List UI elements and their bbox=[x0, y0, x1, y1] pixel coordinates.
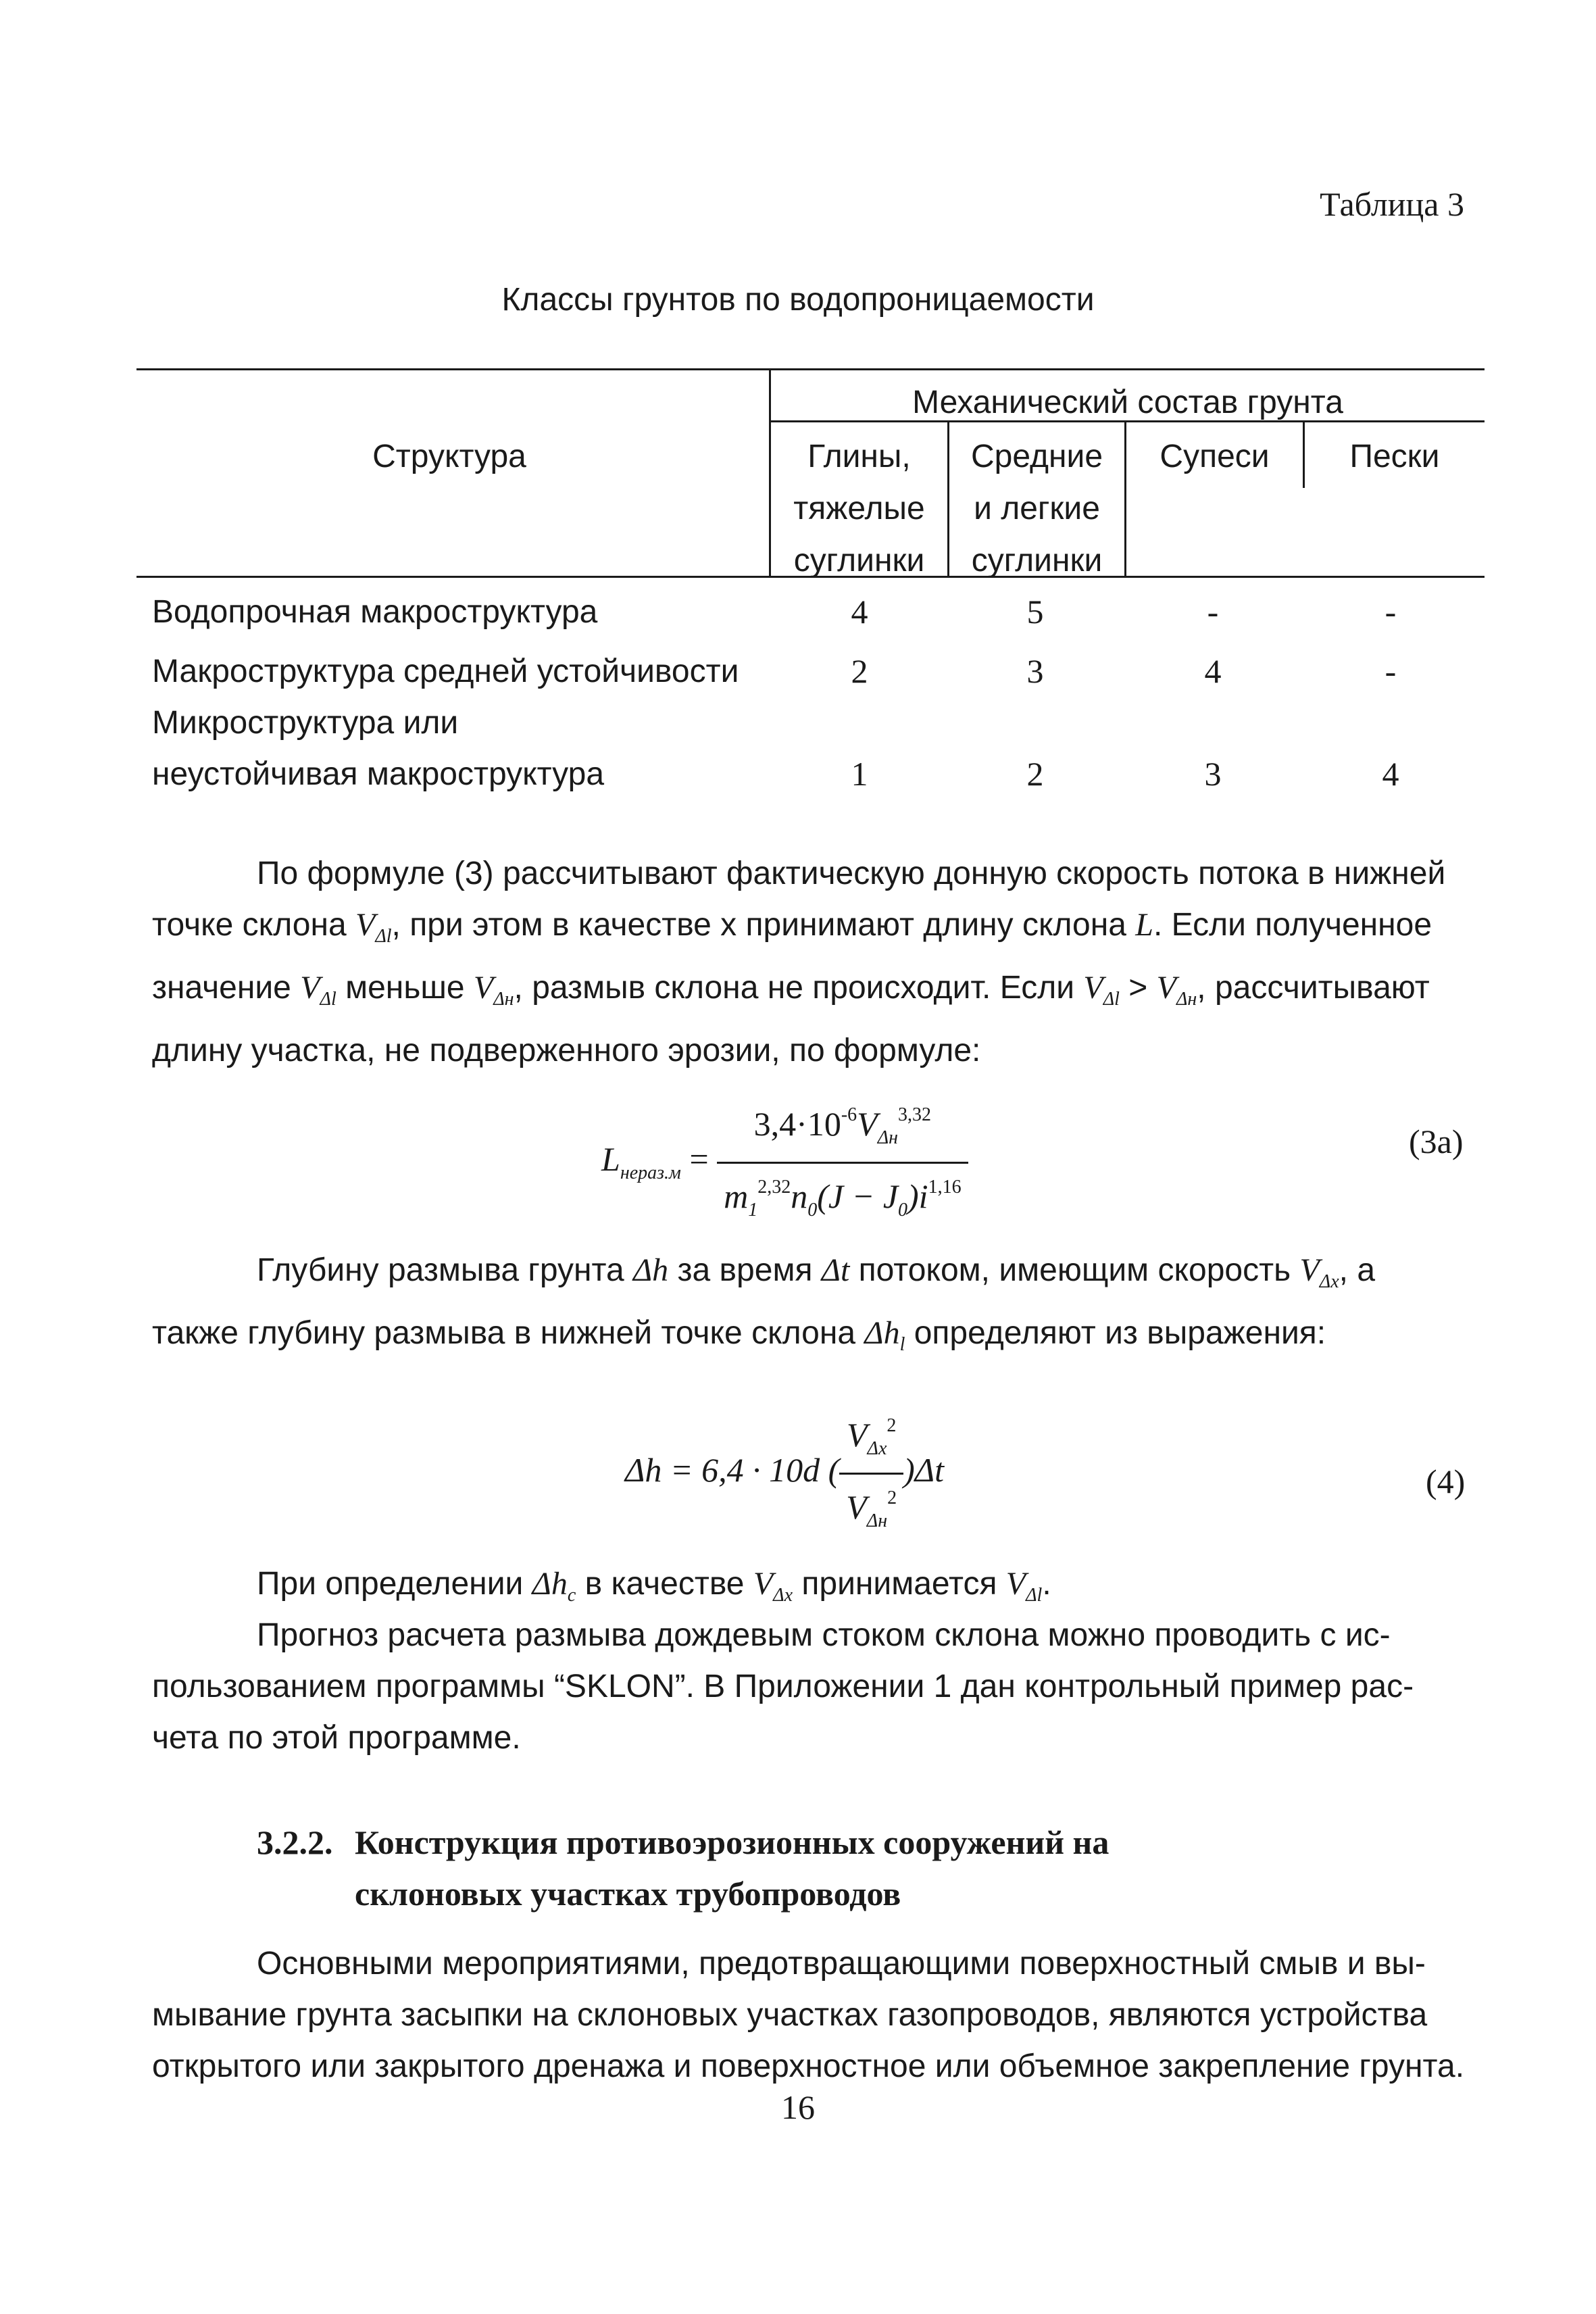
section-title-line-1: Конструкция противоэрозионных сооружений на bbox=[355, 1823, 1109, 1861]
p1-line-1: По формуле (3) рассчитывают фактическую донную скорость потока в нижней bbox=[257, 856, 1446, 891]
p4-line-2: пользованием программы “SKLON”. В Приложении 1 дан контрольный пример рас- bbox=[152, 1669, 1414, 1704]
f3a-num-v: V bbox=[857, 1105, 878, 1143]
f4-tail: )Δt bbox=[903, 1450, 945, 1489]
f4-num-sub: Δx bbox=[867, 1438, 887, 1459]
p5-line-3: открытого или закрытого дренажа и поверхностное или объемное закрепление грунта. bbox=[152, 2048, 1465, 2084]
row-3-col-4: 4 bbox=[1382, 755, 1399, 793]
section-number: 3.2.2. bbox=[257, 1823, 333, 1861]
row-3-col-2: 2 bbox=[1026, 755, 1044, 793]
row-1-col-3: - bbox=[1207, 593, 1219, 631]
header-mechanical-composition: Механический состав грунта bbox=[912, 385, 1343, 420]
f3a-lhs: L bbox=[601, 1139, 620, 1178]
p1-line-3c: , размыв склона не происходит. Если bbox=[514, 970, 1075, 1006]
header-col-1-line-3: суглинки bbox=[793, 543, 925, 578]
p5-line-2: мывание грунта засыпки на склоновых участках газопроводов, являются устройства bbox=[152, 1997, 1428, 2033]
p3-a: При определении bbox=[257, 1566, 524, 1602]
row-1-col-2: 5 bbox=[1026, 593, 1044, 631]
f4-fraction bbox=[839, 1402, 903, 1545]
p1-line-2b: , при этом в качестве х принимают длину склона bbox=[391, 907, 1126, 943]
row-2-col-4: - bbox=[1385, 652, 1397, 690]
header-col-4: Пески bbox=[1349, 439, 1440, 474]
p2-line-1d: , а bbox=[1339, 1252, 1376, 1288]
p1-gt: > bbox=[1128, 970, 1148, 1006]
f3a-den-rest: (J − J bbox=[817, 1177, 899, 1215]
p1-line-3e: , рассчитывают bbox=[1197, 970, 1430, 1006]
header-col-3: Супеси bbox=[1159, 439, 1270, 474]
p2-line-2b: определяют из выражения: bbox=[914, 1315, 1326, 1351]
f4-lhs: Δh = 6,4 · 10d ( bbox=[625, 1450, 840, 1489]
row-3-label-line-1: Микроструктура или bbox=[152, 705, 459, 741]
f3a-den-m-sub: 1 bbox=[748, 1200, 758, 1221]
table-label: Таблица 3 bbox=[1320, 185, 1464, 223]
p3-c: принимается bbox=[801, 1566, 997, 1602]
p1-line-4: длину участка, не подверженного эрозии, по формуле: bbox=[152, 1033, 981, 1068]
header-structure: Структура bbox=[372, 439, 526, 474]
row-2-col-2: 3 bbox=[1026, 652, 1044, 690]
header-col-2-line-1: Средние bbox=[970, 439, 1103, 474]
f4-num-exp: 2 bbox=[887, 1415, 897, 1436]
p4-line-3: чета по этой программе. bbox=[152, 1720, 521, 1756]
row-2-col-1: 2 bbox=[851, 652, 868, 690]
p2-line-2a: также глубину размыва в нижней точке склона bbox=[152, 1315, 856, 1351]
f3a-num-v-sub: Δн bbox=[877, 1127, 899, 1148]
f3a-num-coef: 3,4·10 bbox=[753, 1105, 841, 1143]
paragraph-measures bbox=[152, 1938, 1470, 2092]
formula-3a: $L_{нераз.м}$ = $\frac{3,4\cdot 10^{-6}V_{\Delta н}^{3,32}}{m_1^{2,32}n_0(J - J_0)i^{1,16}}$ bbox=[601, 1091, 968, 1234]
p1-line-2c: . Если полученное bbox=[1153, 907, 1432, 943]
paragraph-sklon bbox=[152, 1610, 1470, 1764]
header-col-1-line-2: тяжелые bbox=[793, 491, 925, 526]
f3a-fraction bbox=[717, 1091, 968, 1234]
p2-line-1c: потоком, имеющим скорость bbox=[858, 1252, 1291, 1288]
row-3-col-3: 3 bbox=[1204, 755, 1222, 793]
f3a-den-tail: )i bbox=[907, 1177, 928, 1215]
p5-line-1: Основными мероприятиями, предотвращающими поверхностный смыв и вы- bbox=[257, 1946, 1426, 1981]
f3a-num-exp: -6 bbox=[841, 1104, 857, 1125]
f4-num: V bbox=[846, 1416, 868, 1454]
f3a-den-m-exp: 2,32 bbox=[757, 1177, 791, 1198]
header-col-2-line-2: и легкие bbox=[974, 491, 1100, 526]
paragraph-definition: При определении $\Delta h_c$ в качестве $V_{\Delta x}$ принимается $V_{\Delta l}$. bbox=[257, 1566, 1051, 1606]
p3-b: в качестве bbox=[584, 1566, 745, 1602]
section-title-line-2: склоновых участках трубопроводов bbox=[355, 1875, 901, 1913]
formula-4 bbox=[625, 1402, 944, 1545]
row-1-col-4: - bbox=[1385, 593, 1397, 631]
f3a-num-v-exp: 3,32 bbox=[898, 1104, 932, 1125]
page-number: 16 bbox=[781, 2088, 815, 2126]
f4-den: V bbox=[846, 1488, 867, 1526]
f4-den-sub: Δн bbox=[866, 1510, 888, 1531]
table-top-rule bbox=[136, 368, 1485, 370]
f3a-den-n: n bbox=[791, 1177, 808, 1215]
paragraph-formula-3: По формуле (3) рассчитывают фактическую донную скорость потока в нижней точке склона $V_{\Delta l}$, при этом в качестве х принимают длину склона L. Если полученное значение $V_{\Delta l}$ меньше $V_{\Delta н}$, размыв склона не происходит. Если $V_{\Delta l} > V_{\Delta н}$, рассчитывают длину участка, не подверженного эрозии, по формуле: bbox=[152, 856, 1446, 1068]
p2-line-1a: Глубину размыва грунта bbox=[257, 1252, 624, 1288]
f3a-den-tail-exp: 1,16 bbox=[928, 1177, 962, 1198]
p4-line-1: Прогноз расчета размыва дождевым стоком склона можно проводить с ис- bbox=[257, 1617, 1391, 1653]
p2-line-1b: за время bbox=[677, 1252, 813, 1288]
row-3-col-1: 1 bbox=[851, 755, 868, 793]
table-group-rule bbox=[769, 420, 1485, 422]
f4-den-exp: 2 bbox=[887, 1487, 897, 1508]
row-1-label: Водопрочная макроструктура bbox=[152, 594, 598, 630]
header-col-1-line-1: Глины, bbox=[807, 439, 911, 474]
row-2-label: Макроструктура средней устойчивости bbox=[152, 654, 739, 689]
f3a-den-m: m bbox=[724, 1177, 749, 1215]
f3a-lhs-sub: нераз.м bbox=[620, 1162, 681, 1183]
p1-line-2a: точке склона bbox=[152, 907, 347, 943]
f3a-den-j-sub: 0 bbox=[898, 1200, 908, 1221]
formula-3a-number: (3а) bbox=[1409, 1123, 1464, 1160]
header-col-2-line-3: суглинки bbox=[971, 543, 1103, 578]
paragraph-formula-4: Глубину размыва грунта Δh за время Δt потоком, имеющим скорость $V_{\Delta x}$, а также глубину размыва в нижней точке склона $\Delta h_l$ определяют из выражения: bbox=[152, 1252, 1376, 1355]
table-title: Классы грунтов по водопроницаемости bbox=[501, 282, 1095, 318]
row-1-col-1: 4 bbox=[851, 593, 868, 631]
p1-line-3a: значение bbox=[152, 970, 291, 1006]
row-3-label-line-2: неустойчивая макроструктура bbox=[152, 756, 605, 792]
row-2-col-3: 4 bbox=[1204, 652, 1222, 690]
f3a-den-n-sub: 0 bbox=[807, 1200, 818, 1221]
formula-4-number: (4) bbox=[1426, 1462, 1466, 1500]
p1-line-3b: меньше bbox=[345, 970, 465, 1006]
